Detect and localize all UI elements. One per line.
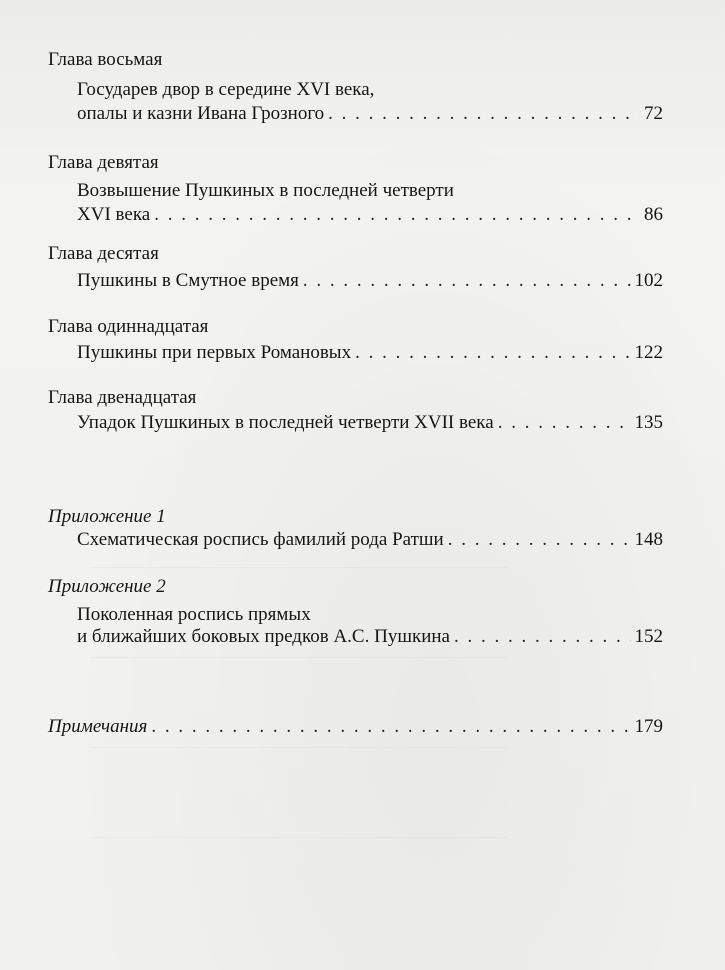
appendix-title-line: Поколенная роспись прямых <box>77 604 311 625</box>
dot-leader <box>151 716 630 738</box>
dot-leader <box>454 626 631 648</box>
appendix-title-line: Схематическая роспись фамилий рода Ратши <box>77 529 444 550</box>
chapter-title-line: Пушкины при первых Романовых <box>77 342 352 363</box>
dot-leader <box>328 103 640 125</box>
page-number: 72 <box>644 103 663 124</box>
page-number: 179 <box>634 716 663 737</box>
page-number: 122 <box>634 342 663 363</box>
chapter-heading: Глава десятая <box>48 243 159 264</box>
toc-leader-row <box>77 529 663 551</box>
chapter-title-line: Возвышение Пушкиных в последней четверти <box>77 180 454 201</box>
dot-leader <box>498 412 631 434</box>
chapter-title-line: Пушкины в Смутное время <box>77 270 299 291</box>
show-through-text: —————————————————————————————————————— <box>90 561 508 573</box>
appendix-heading: Приложение 1 <box>48 506 166 527</box>
dot-leader <box>303 270 631 292</box>
toc-leader-row <box>77 412 663 434</box>
page-number: 86 <box>644 204 663 225</box>
toc-leader-row <box>77 626 663 648</box>
toc-leader-row <box>77 270 663 292</box>
page-number: 135 <box>634 412 663 433</box>
notes-heading: Примечания <box>48 716 148 737</box>
page-number: 102 <box>634 270 663 291</box>
appendix-heading: Приложение 2 <box>48 576 166 597</box>
chapter-heading: Глава одиннадцатая <box>48 316 209 337</box>
dot-leader <box>154 204 640 226</box>
page-number: 148 <box>634 529 663 550</box>
dot-leader <box>448 529 631 551</box>
chapter-heading: Глава двенадцатая <box>48 387 197 408</box>
show-through-text: —————————————————————————————————————— <box>90 651 508 663</box>
toc-leader-row <box>77 204 663 226</box>
show-through-text: —————————————————————————————————————— <box>90 741 508 753</box>
page-number: 152 <box>634 626 663 647</box>
toc-leader-row <box>77 342 663 364</box>
show-through-text: —————————————————————————————————————— <box>90 831 508 843</box>
chapter-title-line: Упадок Пушкиных в последней четверти XVII века <box>77 412 494 433</box>
toc-leader-row <box>77 103 663 125</box>
toc-leader-row <box>48 716 663 738</box>
chapter-title-line: опалы и казни Ивана Грозного <box>77 103 325 124</box>
appendix-title-line: и ближайших боковых предков А.С. Пушкина <box>77 626 450 647</box>
chapter-title-line: Государев двор в середине XVI века, <box>77 79 375 100</box>
dot-leader <box>355 342 630 364</box>
chapter-heading: Глава восьмая <box>48 49 163 70</box>
chapter-title-line: XVI века <box>77 204 151 225</box>
chapter-heading: Глава девятая <box>48 152 159 173</box>
